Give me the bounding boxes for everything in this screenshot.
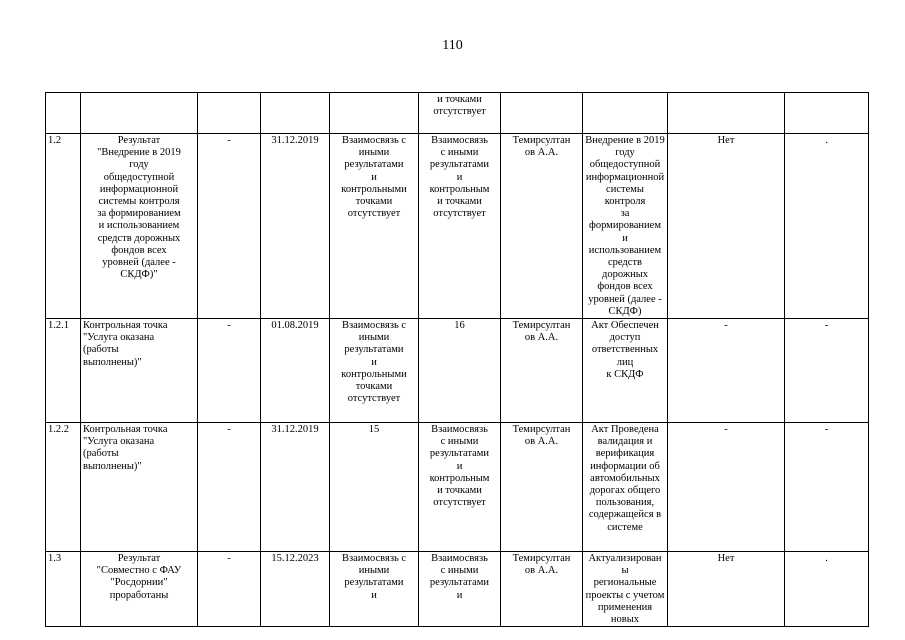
last-cell: [785, 93, 869, 134]
end-date-cell: [261, 93, 330, 134]
table-row: [46, 552, 869, 627]
successor-cell: Взаимосвязь с иными результатами и контрольным и точками отсутствует: [419, 134, 501, 319]
plan-table: [45, 92, 869, 627]
key-flag-cell: Нет: [668, 134, 785, 319]
description-cell: Внедрение в 2019 году общедоступной информационной системы контроля за формированием и использованием средств дорожных фондов всех уровней (далее - СКДФ): [583, 134, 668, 319]
result-name-cell: Результат "Внедрение в 2019 году общедоступной информационной системы контроля за формированием и использованием средств дорожных фондов всех уровней (далее - СКДФ)": [81, 134, 198, 319]
successor-cell: Взаимосвязь с иными результатами и: [419, 552, 501, 627]
result-name-cell: [81, 93, 198, 134]
predecessor-cell: [330, 93, 419, 134]
row-number-cell: 1.2: [46, 134, 81, 319]
row-number-cell: 1.2.2: [46, 423, 81, 552]
responsible-cell: Темирсултан ов А.А.: [501, 552, 583, 627]
responsible-cell: Темирсултан ов А.А.: [501, 319, 583, 423]
description-cell: Акт Проведена валидация и верификация информации об автомобильных дорогах общего пользования, содержащейся в системе: [583, 423, 668, 552]
responsible-cell: [501, 93, 583, 134]
successor-cell: и точками отсутствует: [419, 93, 501, 134]
successor-cell: Взаимосвязь с иными результатами и контрольным и точками отсутствует: [419, 423, 501, 552]
start-date-cell: -: [198, 552, 261, 627]
page-number: 110: [442, 38, 463, 53]
table-row: [46, 134, 869, 319]
end-date-cell: 01.08.2019: [261, 319, 330, 423]
description-cell: Акт Обеспечен доступ ответственных лиц к СКДФ: [583, 319, 668, 423]
table-row: [46, 319, 869, 423]
row-number-cell: 1.2.1: [46, 319, 81, 423]
description-cell: [583, 93, 668, 134]
end-date-cell: 31.12.2019: [261, 423, 330, 552]
successor-cell: 16: [419, 319, 501, 423]
result-name-cell: Контрольная точка "Услуга оказана (работы выполнены)": [81, 423, 198, 552]
key-flag-cell: Нет: [668, 552, 785, 627]
predecessor-cell: 15: [330, 423, 419, 552]
last-cell: .: [785, 134, 869, 319]
predecessor-cell: Взаимосвязь с иными результатами и: [330, 552, 419, 627]
last-cell: .: [785, 552, 869, 627]
responsible-cell: Темирсултан ов А.А.: [501, 134, 583, 319]
end-date-cell: 31.12.2019: [261, 134, 330, 319]
key-flag-cell: [668, 93, 785, 134]
start-date-cell: -: [198, 423, 261, 552]
predecessor-cell: Взаимосвязь с иными результатами и контрольными точками отсутствует: [330, 134, 419, 319]
start-date-cell: -: [198, 319, 261, 423]
key-flag-cell: -: [668, 423, 785, 552]
row-number-cell: 1.3: [46, 552, 81, 627]
last-cell: -: [785, 423, 869, 552]
predecessor-cell: Взаимосвязь с иными результатами и контрольными точками отсутствует: [330, 319, 419, 423]
last-cell: -: [785, 319, 869, 423]
responsible-cell: Темирсултан ов А.А.: [501, 423, 583, 552]
key-flag-cell: -: [668, 319, 785, 423]
row-number-cell: [46, 93, 81, 134]
description-cell: Актуализированы региональные проекты с учетом применения новых: [583, 552, 668, 627]
table-row: [46, 423, 869, 552]
start-date-cell: -: [198, 134, 261, 319]
start-date-cell: [198, 93, 261, 134]
table-row: [46, 93, 869, 134]
end-date-cell: 15.12.2023: [261, 552, 330, 627]
result-name-cell: Контрольная точка "Услуга оказана (работы выполнены)": [81, 319, 198, 423]
result-name-cell: Результат "Совместно с ФАУ "Росдорнии" проработаны: [81, 552, 198, 627]
